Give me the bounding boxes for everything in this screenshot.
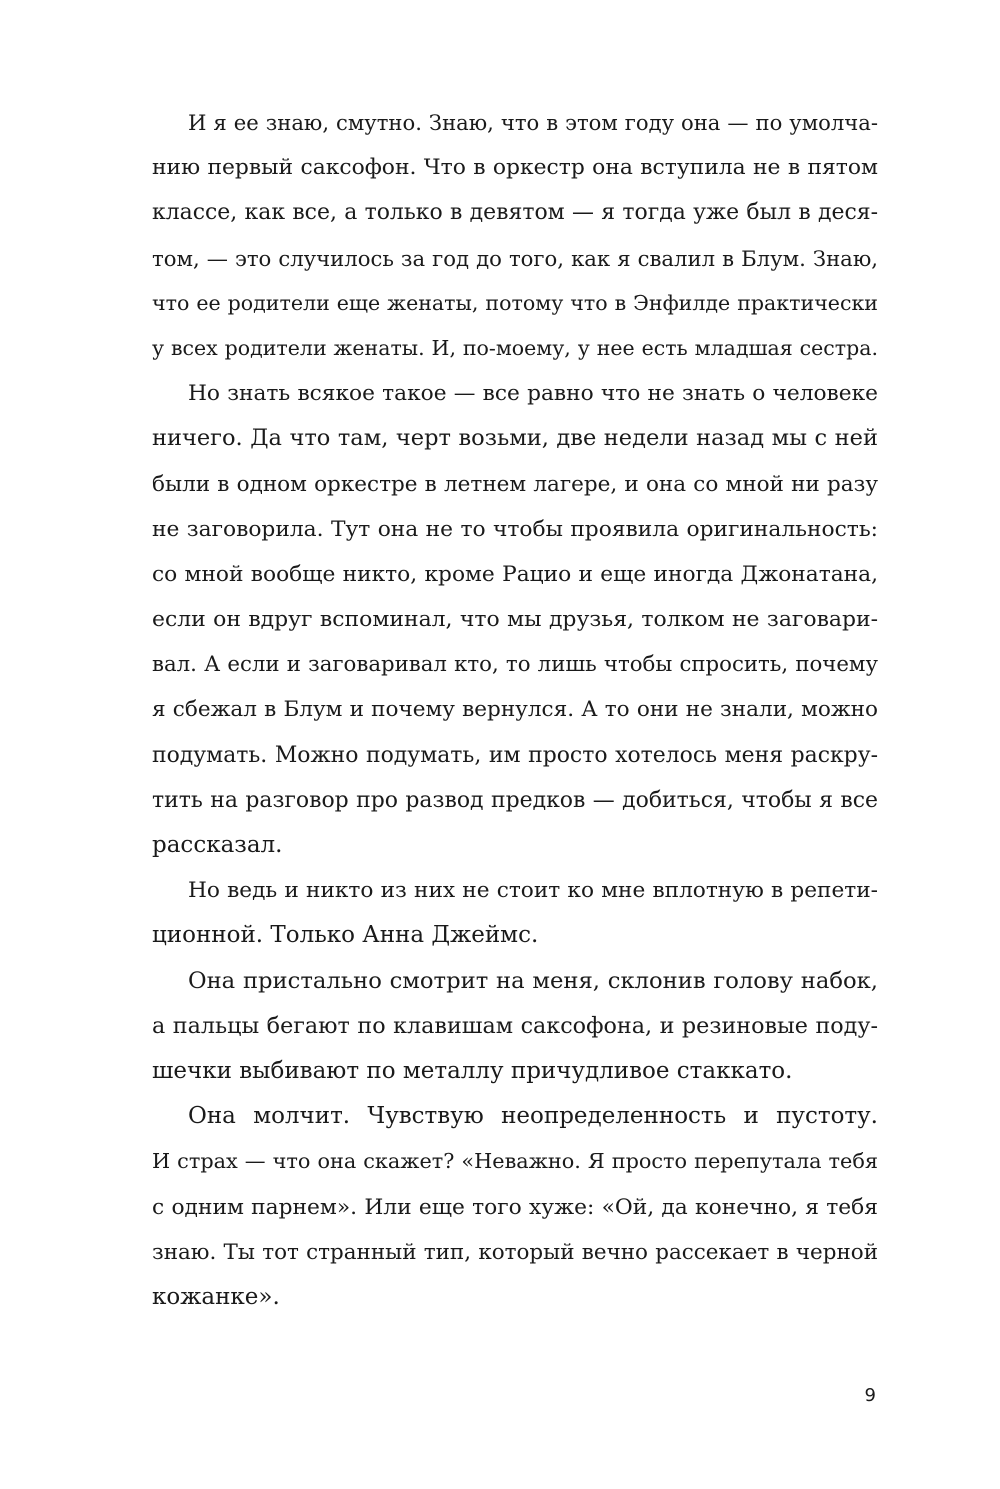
text-line: шечки выбивают по металлу причудливое стаккато. <box>152 1057 793 1084</box>
text-line: нию первый саксофон. Что в оркестр она вступила не в пятом <box>152 155 878 181</box>
text-line: Она молчит. Чувствую неопределенность и пустоту. <box>188 1103 878 1130</box>
text-line: Но знать всякое такое — все равно что не знать о человеке <box>188 381 878 407</box>
text-line: что ее родители еще женаты, потому что в Энфилде практически <box>152 290 878 315</box>
text-line: классе, как все, а только в девятом — я тогда уже был в деся- <box>152 200 878 226</box>
text-line: тить на разговор про развод предков — добиться, чтобы я все <box>152 787 878 813</box>
text-line: не заговорила. Тут она не то чтобы проявила оригинальность: <box>152 516 878 542</box>
text-line: вал. А если и заговаривал кто, то лишь чтобы спросить, почему <box>152 652 878 678</box>
text-line: И страх — что она скажет? «Неважно. Я просто перепутала тебя <box>152 1149 878 1174</box>
text-line: у всех родители женаты. И, по-моему, у нее есть младшая сестра. <box>152 335 878 360</box>
text-line: если он вдруг вспоминал, что мы друзья, толком не заговари- <box>152 607 878 633</box>
text-line: я сбежал в Блум и почему вернулся. А то они не знали, можно <box>152 697 878 723</box>
page-body <box>152 100 878 1320</box>
paragraph-2 <box>152 371 878 868</box>
paragraph-5 <box>152 1094 878 1320</box>
text-line: И я ее знаю, смутно. Знаю, что в этом году она — по умолча- <box>188 110 878 135</box>
text-line: знаю. Ты тот странный тип, который вечно рассекает в черной <box>152 1239 878 1265</box>
text-line: были в одном оркестре в летнем лагере, и она со мной ни разу <box>152 471 878 497</box>
text-line: кожанке». <box>152 1283 280 1310</box>
text-line: Но ведь и никто из них не стоит ко мне вплотную в репети- <box>188 878 878 904</box>
text-line: Она пристально смотрит на меня, склонив голову набок, <box>188 967 878 994</box>
text-line: рассказал. <box>152 832 283 858</box>
text-line: подумать. Можно подумать, им просто хотелось меня раскру- <box>152 742 878 768</box>
paragraph-4 <box>152 959 878 1095</box>
text-line: а пальцы бегают по клавишам саксофона, и резиновые поду- <box>152 1012 878 1039</box>
text-line: том, — это случилось за год до того, как я свалил в Блум. Знаю, <box>152 245 878 271</box>
paragraph-3 <box>152 868 878 958</box>
page-number: 9 <box>864 1385 876 1406</box>
text-line: со мной вообще никто, кроме Рацио и еще иногда Джонатана, <box>152 561 878 587</box>
text-line: с одним парнем». Или еще того хуже: «Ой, да конечно, я тебя <box>152 1194 878 1220</box>
paragraph-1 <box>152 100 878 371</box>
text-line: ничего. Да что там, черт возьми, две недели назад мы с ней <box>152 425 878 452</box>
text-line: ционной. Только Анна Джеймс. <box>152 922 539 949</box>
